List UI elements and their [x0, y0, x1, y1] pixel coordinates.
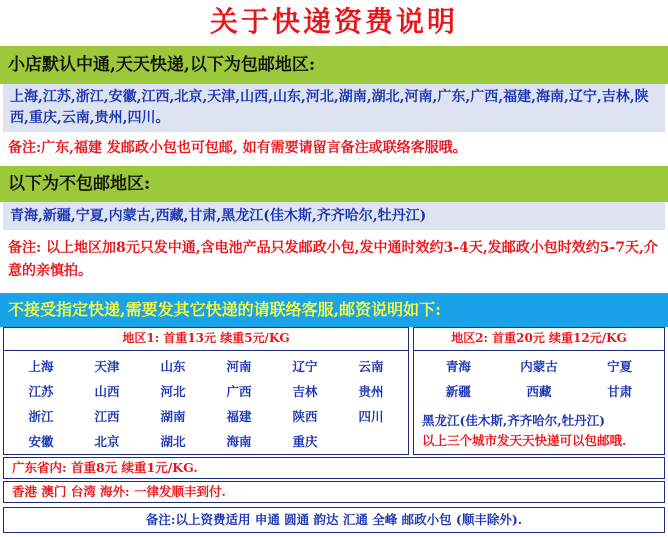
region-cell: 福建 [226, 408, 252, 424]
free-shipping-regions: 上海,江苏,浙江,安徽,江西,北京,天津,山西,山东,河北,湖南,湖北,河南,广东,广西,福建,海南,辽宁,吉林,陕西,重庆,云南,贵州,四川。 [3, 84, 665, 132]
guangdong-rate: 广东省内: 首重8元 续重1元/KG. [3, 457, 665, 479]
region-cell: 四川 [358, 408, 384, 424]
region-cell: 宁夏 [607, 358, 633, 374]
region-cell: 陕西 [292, 408, 318, 424]
zone2-free-note: 以上三个城市发天天快递可以包邮哦. [422, 433, 627, 448]
free-shipping-note: 备注:广东,福建 发邮政小包也可包邮, 如有需要请留言备注或联络客服哦。 [0, 134, 668, 164]
specified-express-header: 不接受指定快递,需要发其它快递的请联络客服,邮资说明如下: [0, 293, 668, 327]
zone1-table [3, 327, 409, 455]
zone1-grid [4, 351, 408, 455]
region-cell: 山东 [160, 358, 186, 374]
region-cell: 江西 [94, 408, 120, 424]
region-cell: 安徽 [28, 433, 54, 449]
region-cell: 西藏 [526, 383, 552, 399]
zone2-heilongjiang: 黑龙江(佳木斯,齐齐哈尔,牡丹江) [422, 413, 606, 428]
region-cell: 湖北 [160, 433, 186, 449]
region-cell: 上海 [28, 358, 54, 374]
nonfree-regions: 青海,新疆,宁夏,内蒙古,西藏,甘肃,黑龙江(佳木斯,齐齐哈尔,牡丹江) [3, 202, 665, 230]
zone2-grid [414, 351, 664, 405]
overseas-rate: 香港 澳门 台湾 海外: 一律发顺丰到付. [3, 481, 665, 503]
region-cell: 天津 [94, 358, 120, 374]
region-cell: 江苏 [28, 383, 54, 399]
nonfree-note: 备注: 以上地区加8元只发中通,含电池产品只发邮政小包,发中通时效约3-4天,发邮政小包时效约5-7天,介意的亲慎拍。 [0, 234, 668, 286]
region-cell: 海南 [226, 433, 252, 449]
region-cell: 浙江 [28, 408, 54, 424]
region-cell: 吉林 [292, 383, 318, 399]
region-cell: 河南 [226, 358, 252, 374]
footnote: 备注:以上资费适用 申通 圆通 韵达 汇通 全峰 邮政小包 (顺丰除外). [3, 507, 665, 533]
region-cell: 内蒙古 [520, 358, 558, 374]
zone2-title: 地区2: 首重20元 续重12元/KG [414, 328, 664, 351]
page-title: 关于快递资费说明 [0, 0, 668, 42]
zone1-title: 地区1: 首重13元 续重5元/KG [4, 328, 408, 351]
region-cell: 山西 [94, 383, 120, 399]
region-cell: 重庆 [292, 433, 318, 449]
region-cell: 云南 [358, 358, 384, 374]
region-cell: 湖南 [160, 408, 186, 424]
region-cell [338, 428, 404, 453]
zone2-table [413, 327, 665, 455]
region-cell: 贵州 [358, 383, 384, 399]
region-cell: 新疆 [445, 383, 471, 399]
nonfree-header: 以下为不包邮地区: [0, 166, 668, 202]
region-cell: 甘肃 [607, 383, 633, 399]
region-cell: 河北 [160, 383, 186, 399]
region-cell: 辽宁 [292, 358, 318, 374]
region-cell: 广西 [226, 383, 252, 399]
free-shipping-header: 小店默认中通,天天快递,以下为包邮地区: [0, 46, 668, 84]
region-cell: 青海 [445, 358, 471, 374]
region-cell: 北京 [94, 433, 120, 449]
